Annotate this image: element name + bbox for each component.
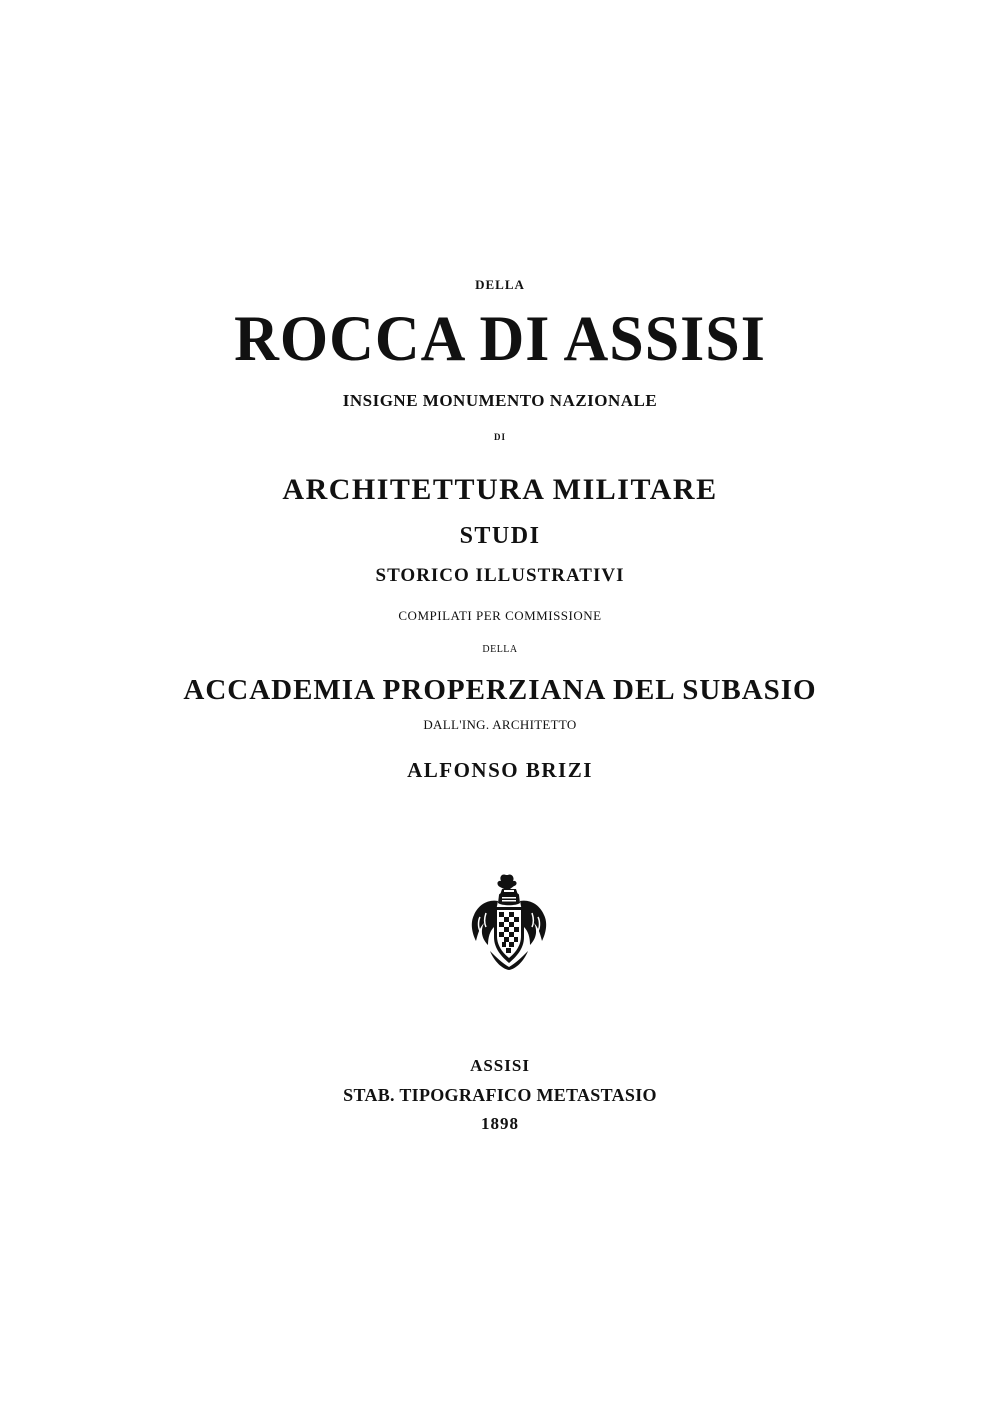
imprint-place: ASSISI	[470, 1056, 530, 1075]
coat-of-arms-icon	[466, 871, 552, 971]
studi-heading: STUDI	[459, 523, 541, 549]
di-connector: DI	[493, 432, 506, 442]
subtitle: INSIGNE MONUMENTO NAZIONALE	[342, 391, 658, 410]
author-prefix: DALL'ING. ARCHITETTO	[423, 717, 577, 732]
della-heading: DELLA	[475, 277, 525, 292]
academy-heading: ACCADEMIA PROPERZIANA DEL SUBASIO	[183, 674, 817, 706]
author-name: ALFONSO BRIZI	[407, 758, 593, 782]
page-title: ROCCA DI ASSISI	[234, 303, 766, 375]
subject-heading: ARCHITETTURA MILITARE	[282, 473, 718, 506]
storico-heading: STORICO ILLUSTRATIVI	[375, 565, 625, 586]
imprint-year: 1898	[481, 1114, 519, 1133]
commission-line: COMPILATI PER COMMISSIONE	[398, 608, 602, 623]
della-connector: DELLA	[482, 644, 518, 655]
imprint-printer: STAB. TIPOGRAFICO METASTASIO	[343, 1085, 657, 1105]
